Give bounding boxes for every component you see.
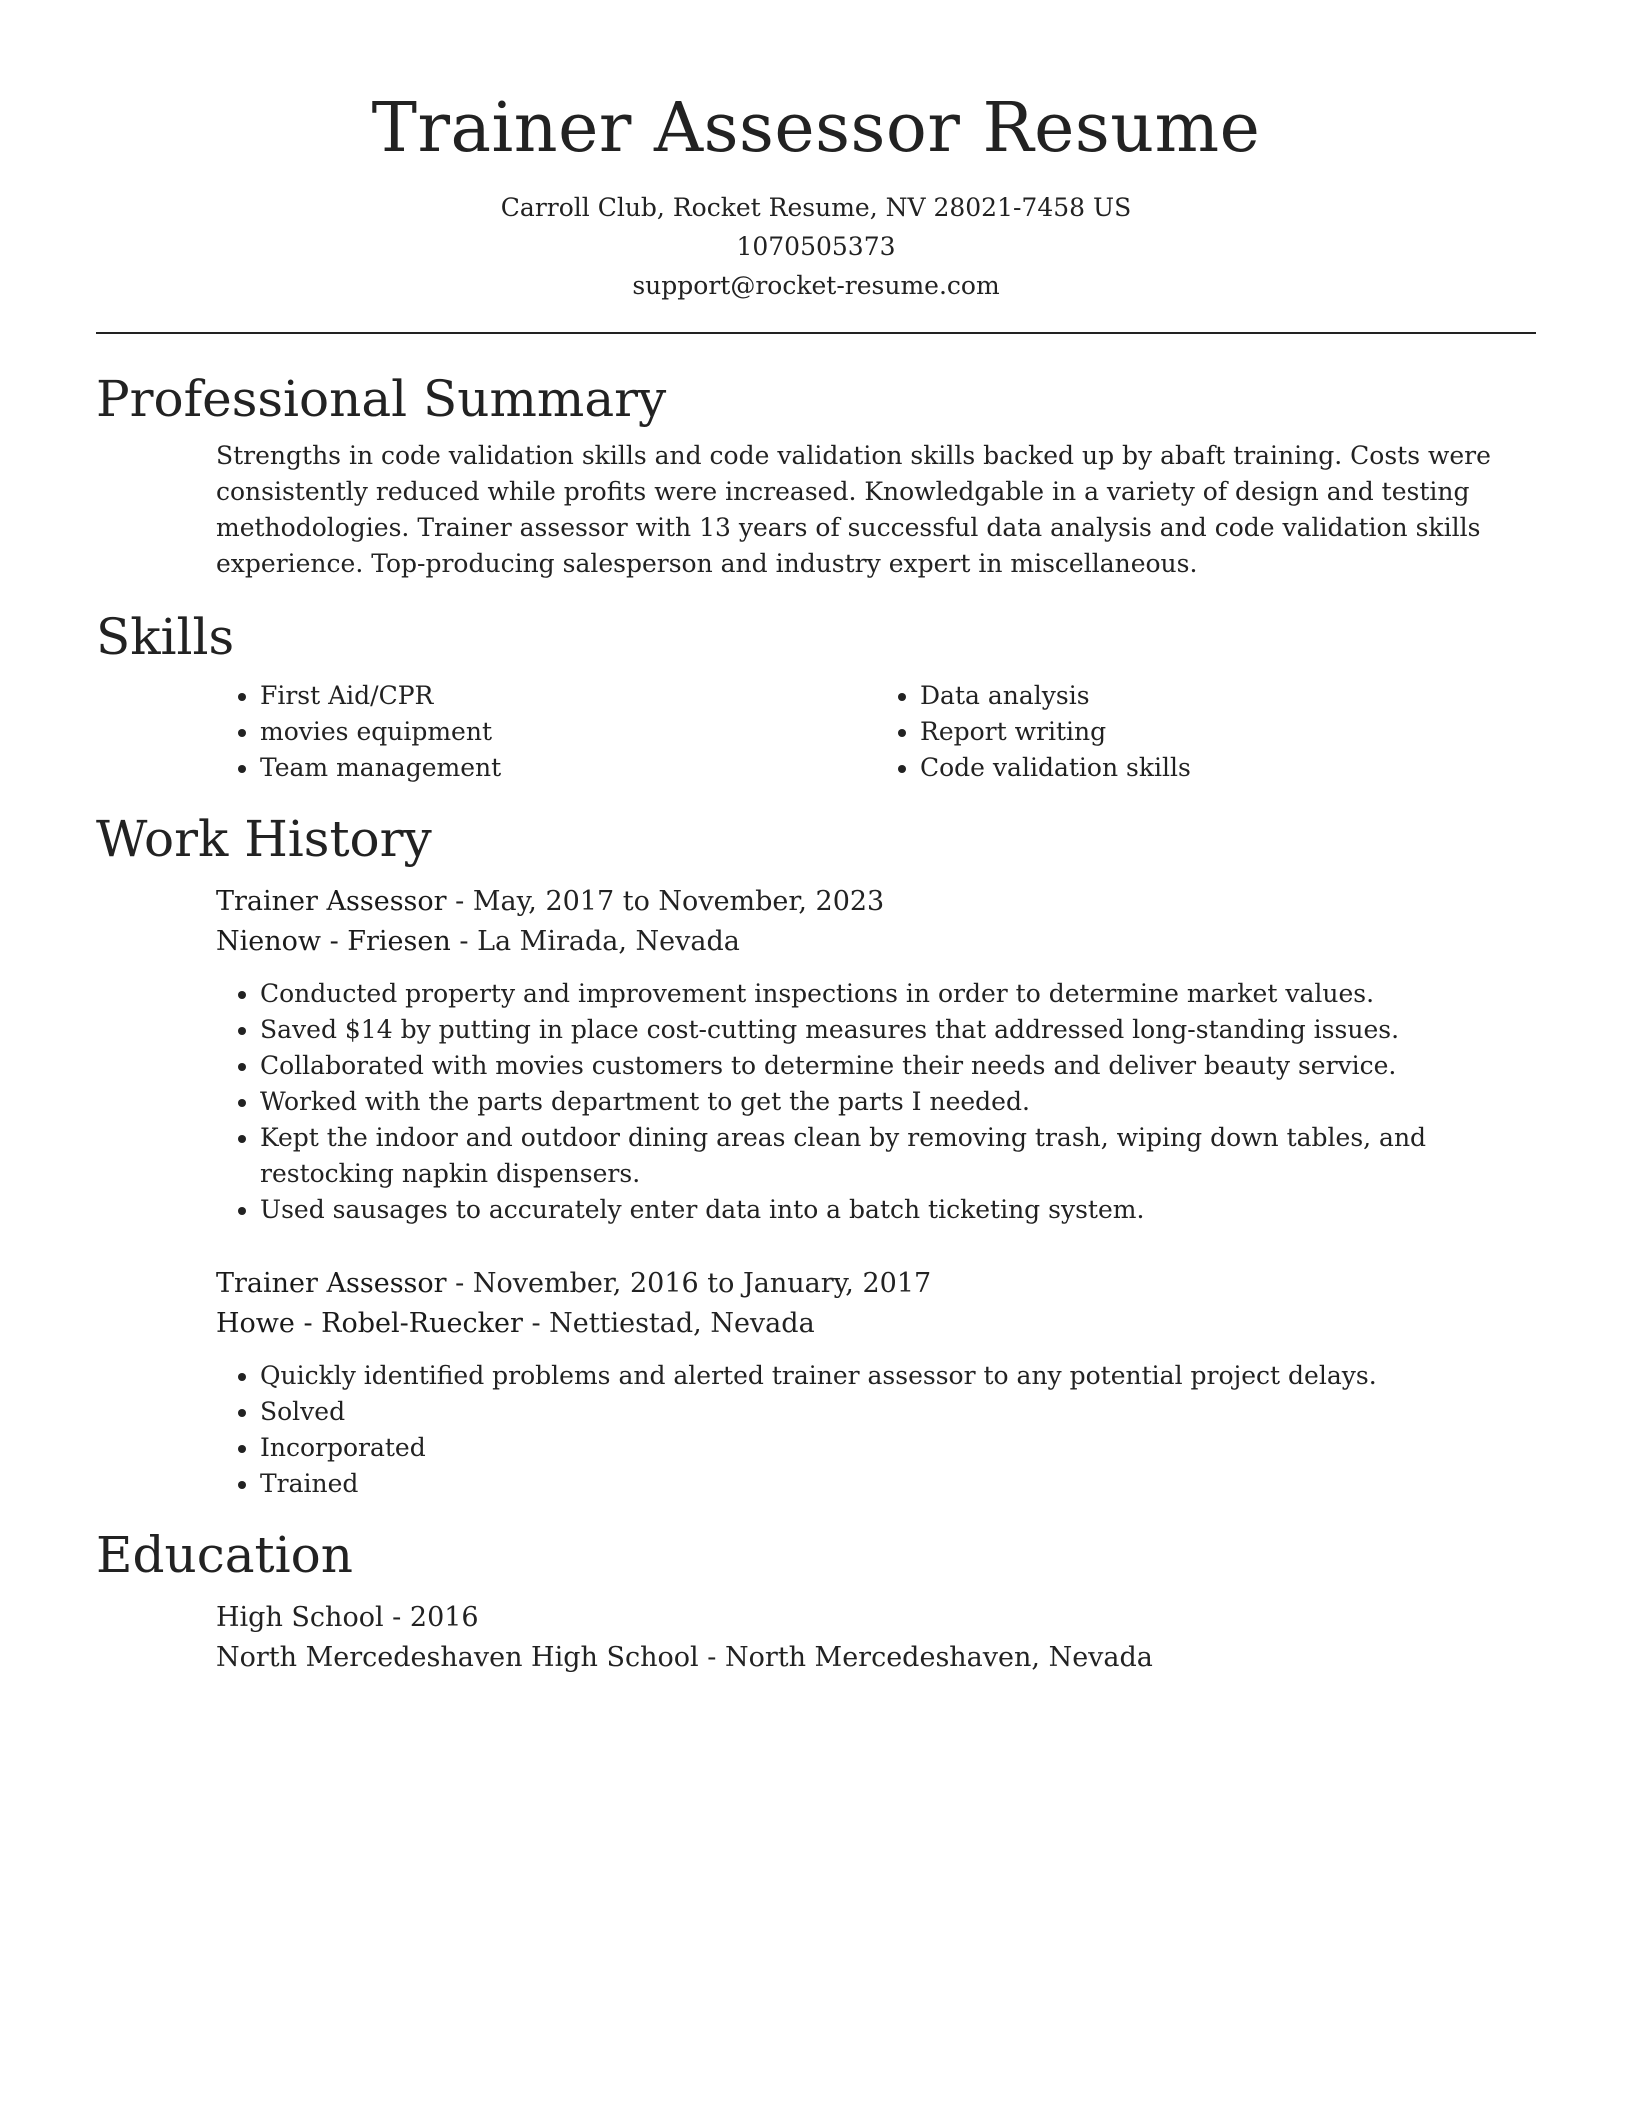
summary-text: Strengths in code validation skills and code validation skills backed up by abaft training. Costs were consistently reduced while profits were increased. Knowledgable in a variety of design and testing methodologies. Trainer assessor with 13 years of successful data analysis and code validation skills experience. Top-producing salesperson and industry expert in miscellaneous. [216,441,1491,578]
job-entry [216,882,1536,1228]
job-bullets [216,1358,1536,1502]
education-school: North Mercedeshaven High School [216,1642,699,1673]
job-bullet: • Used sausages to accurately enter data into a batch ticketing system. [260,1192,1536,1228]
section-heading-work-history: Work History [96,810,432,868]
section-heading-skills: Skills [96,608,235,666]
separator: - [450,926,478,957]
education-year: 2016 [409,1602,479,1633]
skill-item: • Report writing [920,714,1536,750]
job-bullet: • Trained [260,1466,1536,1502]
education-section [216,1598,1536,1678]
education-degree-line [216,1598,1536,1638]
separator: - [522,1308,550,1339]
job-bullet: • Conducted property and improvement inspections in order to determine market values. [260,976,1536,1012]
resume-header [96,0,1536,305]
page-title: Trainer Assessor Resume [371,89,1261,168]
skills-section [216,678,1536,786]
job-bullet: • Kept the indoor and outdoor dining areas clean by removing trash, wiping down tables, and restocking napkin dispensers. [260,1120,1536,1192]
job-title: Trainer Assessor [216,886,447,917]
job-dates: November, 2016 to January, 2017 [472,1268,932,1299]
skill-item: • Team management [260,750,876,786]
job-bullets [216,976,1536,1228]
separator: - [446,886,473,917]
education-location: North Mercedeshaven, Nevada [724,1642,1153,1673]
job-bullet: • Solved [260,1394,1536,1430]
email-text: support@rocket-resume.com [632,271,1000,300]
skills-list-left [216,678,876,786]
job-bullet: • Quickly identified problems and alerted trainer assessor to any potential project delays. [260,1358,1536,1394]
separator: - [446,1268,473,1299]
contact-info [96,188,1536,305]
job-bullet: • Saved $14 by putting in place cost-cutting measures that addressed long-standing issues. [260,1012,1536,1048]
skill-item: • movies equipment [260,714,876,750]
address-text: Carroll Club, Rocket Resume, NV 28021-7458 US [500,193,1132,222]
job-bullet: • Collaborated with movies customers to determine their needs and deliver beauty service. [260,1048,1536,1084]
phone-text: 1070505373 [736,232,896,261]
summary-section [216,438,1536,582]
header-divider [96,332,1536,334]
skill-item: • Code validation skills [920,750,1536,786]
job-title: Trainer Assessor [216,1268,447,1299]
job-location: La Mirada, Nevada [477,926,740,957]
work-history-section [216,882,1536,1502]
job-company: Howe - Robel-Ruecker [216,1308,523,1339]
section-heading-education: Education [96,1526,353,1584]
job-title-line [216,882,1536,922]
section-heading-summary: Professional Summary [96,370,667,428]
job-bullet: • Incorporated [260,1430,1536,1466]
job-company-line [216,1304,1536,1344]
skills-list-right [876,678,1536,786]
job-location: Nettiestad, Nevada [549,1308,815,1339]
job-dates: May, 2017 to November, 2023 [472,886,885,917]
job-bullet: • Worked with the parts department to get the parts I needed. [260,1084,1536,1120]
job-title-line [216,1264,1536,1304]
skills-grid [216,678,1536,786]
separator: - [698,1642,725,1673]
job-company: Nienow - Friesen [216,926,451,957]
education-degree: High School [216,1602,384,1633]
separator: - [383,1602,410,1633]
job-company-line [216,922,1536,962]
skill-item: • Data analysis [920,678,1536,714]
education-school-line [216,1638,1536,1678]
skill-item: • First Aid/CPR [260,678,876,714]
job-entry [216,1264,1536,1502]
